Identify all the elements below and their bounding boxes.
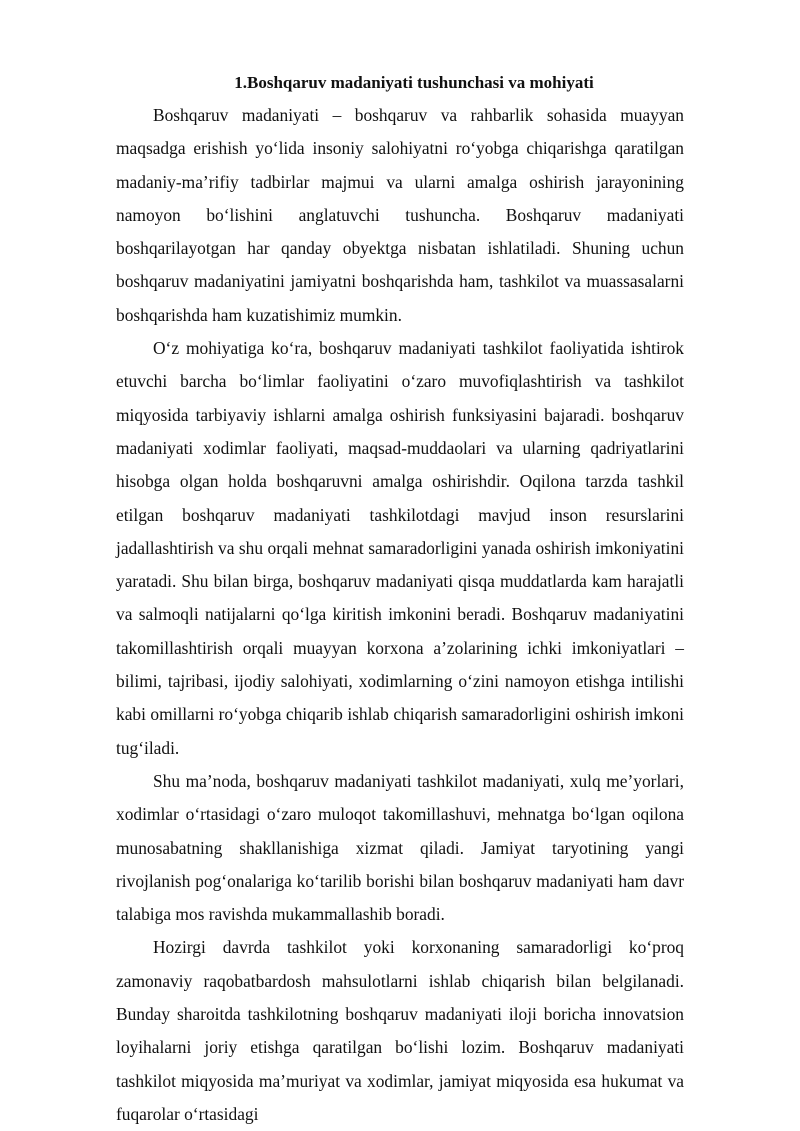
paragraph-1: Boshqaruv madaniyati – boshqaruv va rahbarlik sohasida muayyan maqsadga erishish yo‘lida insoniy salohiyatni ro‘yobga chiqarishga qaratilgan madaniy-ma’rifiy tadbirlar majmui va ularni amalga oshirish jarayonining namoyon bo‘lishini anglatuvchi tushuncha. Boshqaruv madaniyati boshqarilayotgan har qanday obyektga nisbatan ishlatiladi. Shuning uchun boshqaruv madaniyatini jamiyatni boshqarishda ham, tashkilot va muassasalarni boshqarishda ham kuzatishimiz mumkin. — [116, 105, 684, 325]
page-content — [116, 66, 684, 1131]
paragraph-4: Hozirgi davrda tashkilot yoki korxonaning samaradorligi ko‘proq zamonaviy raqobatbardosh mahsulotlarni ishlab chiqarish bilan belgilanadi. Bunday sharoitda tashkilotning boshqaruv madaniyati iloji boricha innovatsion loyihalarni joriy etishga qaratilgan bo‘lishi lozim. Boshqaruv madaniyati tashkilot miqyosida ma’muriyat va xodimlar, jamiyat miqyosida esa hukumat va fuqarolar o‘rtasidagi — [116, 937, 684, 1124]
section-title: 1.Boshqaruv madaniyati tushunchasi va mohiyati — [234, 73, 594, 92]
paragraph-2: O‘z mohiyatiga ko‘ra, boshqaruv madaniyati tashkilot faoliyatida ishtirok etuvchi barcha bo‘limlar faoliyatini o‘zaro muvofiqlashtirish va tashkilot miqyosida tarbiyaviy ishlarni amalga oshirish funksiyasini bajaradi. boshqaruv madaniyati xodimlar faoliyati, maqsad-muddaolari va ularning qadriyatlarini hisobga olgan holda boshqaruvni amalga oshirishdir. Oqilona tarzda tashkil etilgan boshqaruv madaniyati tashkilotdagi mavjud inson resurslarini jadallashtirish va shu orqali mehnat samaradorligini yanada oshirish imkoniyatini yaratadi. Shu bilan birga, boshqaruv madaniyati qisqa muddatlarda kam harajatli va salmoqli natijalarni qo‘lga kiritish imkonini beradi. Boshqaruv madaniyatini takomillashtirish orqali muayyan korxona a’zolarining ichki imkoniyatlari – bilimi, tajribasi, ijodiy salohiyati, xodimlarning o‘zini namoyon etishga intilishi kabi omillarni ro‘yobga chiqarib ishlab chiqarish samaradorligini oshirish imkoni tug‘iladi. — [116, 338, 684, 758]
paragraph-3: Shu ma’noda, boshqaruv madaniyati tashkilot madaniyati, xulq me’yorlari, xodimlar o‘rtasidagi o‘zaro muloqot takomillashuvi, mehnatga bo‘lgan oqilona munosabatning shakllanishiga xizmat qiladi. Jamiyat taryotining yangi rivojlanish pog‘onalariga ko‘tarilib borishi bilan boshqaruv madaniyati ham davr talabiga mos ravishda mukammallashib boradi. — [116, 770, 684, 925]
